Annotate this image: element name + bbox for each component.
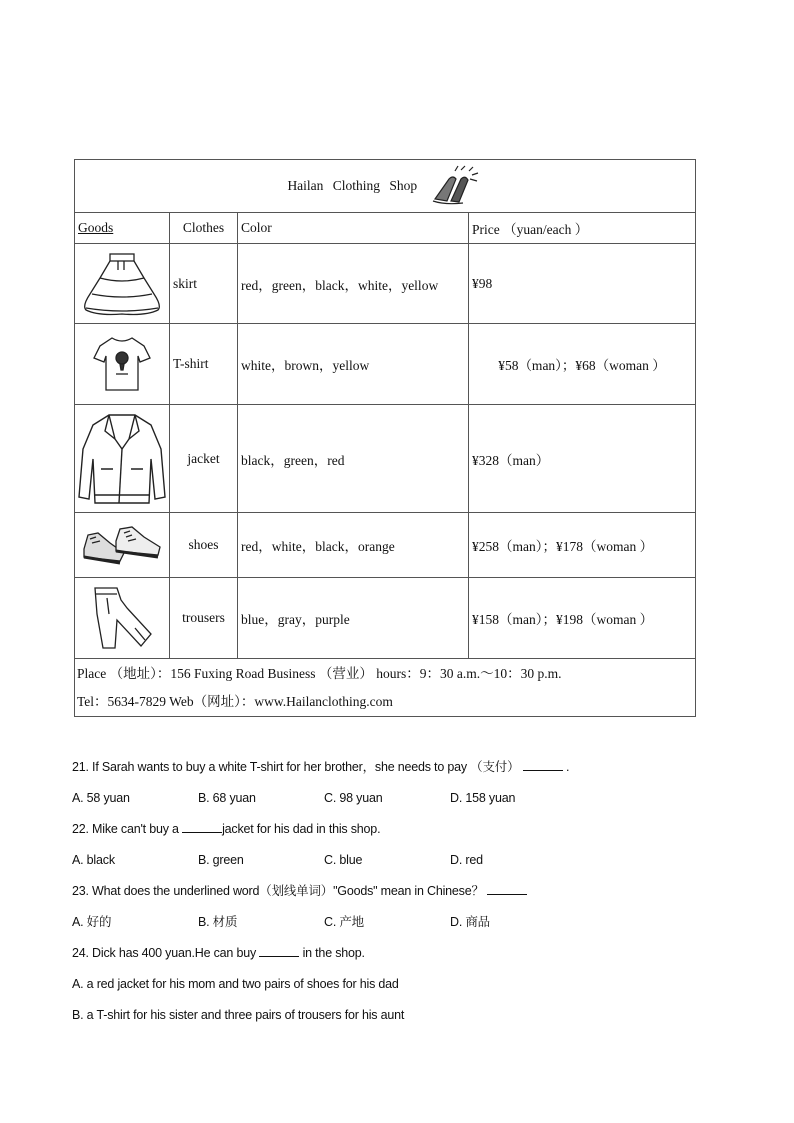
- shop-place: Place （地址）：156 Fuxing Road Business （营业） hours：9：30 a.m.～10：30 p.m.: [77, 665, 562, 681]
- row-price: ¥158（man）；¥198（woman ）: [469, 578, 696, 659]
- option-a: A. a red jacket for his mom and two pairs of shoes for his dad: [72, 977, 399, 991]
- question-24: 24. Dick has 400 yuan.He can buy in the shop.: [72, 946, 365, 960]
- option-c: C. 98 yuan: [324, 791, 383, 805]
- trousers-icon: [85, 584, 159, 652]
- answer-blank: [523, 758, 563, 771]
- options-21: [72, 789, 732, 820]
- skirt-icon: [78, 250, 166, 318]
- table-row: [75, 513, 696, 578]
- option-b: B. green: [198, 853, 244, 867]
- shop-info-cell: [75, 659, 696, 717]
- row-clothes: jacket: [170, 405, 238, 513]
- jacket-icon: [75, 409, 169, 509]
- header-clothes: Clothes: [170, 213, 238, 244]
- table-row: [75, 324, 696, 405]
- row-clothes: T-shirt: [170, 324, 238, 405]
- options-22: [72, 851, 732, 882]
- table-row: [75, 244, 696, 324]
- row-price: ¥258（man）；¥178（woman ）: [469, 513, 696, 578]
- table-row: [75, 578, 696, 659]
- question-23: 23. What does the underlined word（划线单词）"Goods" mean in Chinese？: [72, 882, 732, 913]
- answer-blank: [182, 820, 222, 833]
- shoes-icon: [80, 519, 164, 571]
- table-title-cell: [75, 160, 696, 213]
- option-d: D. 158 yuan: [450, 791, 516, 805]
- answer-blank: [259, 944, 299, 957]
- row-clothes: skirt: [170, 244, 238, 324]
- header-price: Price （yuan/each ）: [469, 213, 696, 244]
- tshirt-icon: [92, 332, 152, 396]
- option-b: B. 68 yuan: [198, 791, 256, 805]
- header-goods: Goods: [75, 213, 170, 244]
- options-23: [72, 913, 732, 944]
- answer-blank: [487, 882, 527, 895]
- option-a: A. black: [72, 853, 115, 867]
- question-21: 21. If Sarah wants to buy a white T-shirt for her brother，she needs to pay （支付） .: [72, 760, 570, 774]
- option-c: C. 产地: [324, 915, 364, 929]
- row-price: ¥328（man）: [469, 405, 696, 513]
- questions-section: [72, 758, 732, 1037]
- option-a: A. 好的: [72, 915, 112, 929]
- row-color: red，green，black，white，yellow: [238, 244, 469, 324]
- shop-title: Hailan Clothing Shop: [287, 178, 418, 193]
- shop-tel: Tel：5634-7829 Web（网址）：www.Hailanclothing.com: [77, 693, 393, 709]
- row-color: white，brown，yellow: [238, 324, 469, 405]
- clapping-hands-icon: [425, 165, 483, 207]
- table-row: [75, 405, 696, 513]
- option-d: D. 商品: [450, 915, 490, 929]
- row-price: ¥58（man）；¥68（woman ）: [469, 324, 696, 405]
- row-color: blue，gray，purple: [238, 578, 469, 659]
- shop-table: [74, 159, 696, 717]
- row-clothes: shoes: [170, 513, 238, 578]
- question-22: 22. Mike can't buy a jacket for his dad in this shop.: [72, 822, 381, 836]
- header-color: Color: [238, 213, 469, 244]
- option-b: B. 材质: [198, 915, 238, 929]
- row-clothes: trousers: [170, 578, 238, 659]
- row-price: ¥98: [469, 244, 696, 324]
- option-d: D. red: [450, 853, 483, 867]
- row-color: black，green，red: [238, 405, 469, 513]
- option-b: B. a T-shirt for his sister and three pairs of trousers for his aunt: [72, 1008, 405, 1022]
- option-c: C. blue: [324, 853, 363, 867]
- option-a: A. 58 yuan: [72, 791, 130, 805]
- row-color: red，white，black，orange: [238, 513, 469, 578]
